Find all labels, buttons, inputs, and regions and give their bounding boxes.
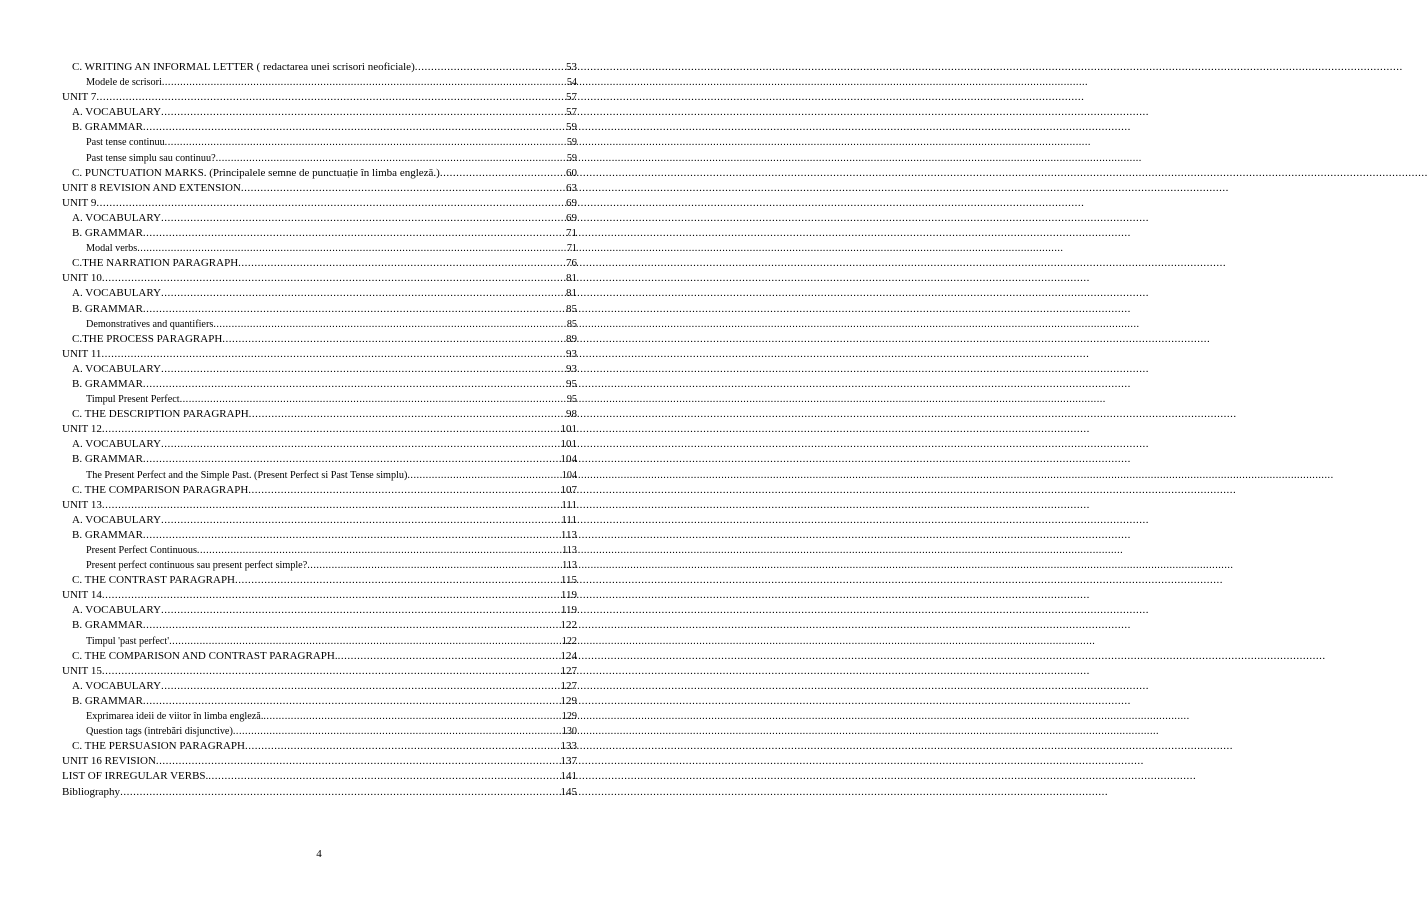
dot-leader (161, 513, 561, 528)
toc-entry (62, 543, 577, 558)
dot-leader (143, 120, 566, 135)
toc-entry-title: Exprimarea ideii de viitor în limba engleză. (86, 711, 264, 723)
dot-leader (120, 785, 560, 800)
dot-leader (102, 498, 561, 513)
toc-entry (62, 452, 577, 467)
toc-entry-title: A. VOCABULARY (72, 211, 162, 224)
toc-entry-title: UNIT 13 (62, 498, 102, 511)
toc-entry-page: 76 (566, 257, 577, 270)
toc-entry-page: 101 (560, 438, 577, 451)
toc-entry-page: 129 (560, 694, 577, 707)
toc-entry (62, 105, 577, 120)
toc-entry-page: 129 (561, 711, 577, 723)
dot-leader (143, 694, 561, 709)
toc-entry-page: 81 (566, 287, 577, 300)
toc-entry-page: 71 (566, 227, 577, 240)
toc-entry-title: B. GRAMMAR (72, 619, 143, 632)
toc-entry (62, 181, 577, 196)
dot-leader (307, 558, 562, 573)
dot-leader (165, 135, 567, 150)
dot-leader (161, 603, 561, 618)
dot-leader (238, 256, 566, 271)
toc-entry-page: 122 (561, 635, 577, 647)
dot-leader (222, 332, 566, 347)
dot-leader (249, 407, 566, 422)
toc-entry-page: 141 (560, 770, 577, 783)
dot-leader (101, 347, 566, 362)
toc-entry-page: 133 (560, 740, 577, 753)
toc-entry-page: 113 (562, 560, 577, 572)
toc-entry-title: Demonstratives and quantifiers (86, 318, 214, 330)
toc-entry-title: UNIT 8 REVISION AND EXTENSION (62, 181, 241, 194)
toc-entry (62, 634, 577, 649)
toc-entry-page: 95 (566, 394, 577, 406)
toc-entry (62, 166, 577, 181)
toc-entry (62, 60, 577, 75)
toc-entry-title: B. GRAMMAR (72, 227, 143, 240)
toc-entry-title: UNIT 12 (62, 423, 102, 436)
toc-entry (62, 317, 577, 332)
toc-entry (62, 513, 577, 528)
toc-entry (62, 332, 577, 347)
dot-leader (213, 317, 567, 332)
toc-entry-title: Past tense continuu (86, 137, 165, 149)
dot-leader (137, 241, 567, 256)
toc-entry (62, 558, 577, 573)
toc-entry-page: 59 (566, 121, 577, 134)
dot-leader (102, 664, 561, 679)
toc-entry-title: A. VOCABULARY (72, 513, 162, 526)
toc-entry-page: 111 (561, 498, 577, 511)
toc-entry-page: 104 (560, 453, 577, 466)
toc-entry-title: LIST OF IRREGULAR VERBS. (62, 770, 209, 783)
toc-entry-title: Timpul 'past perfect' (86, 635, 170, 647)
toc-entry-page: 104 (561, 469, 577, 481)
toc-entry (62, 498, 577, 513)
toc-entry-page: 59 (566, 152, 577, 164)
toc-entry (62, 347, 577, 362)
toc-entry-page: 57 (566, 91, 577, 104)
dot-leader (143, 302, 566, 317)
toc-entry-title: C.THE NARRATION PARAGRAPH (72, 257, 239, 270)
toc-entry-page: 130 (561, 726, 577, 738)
dot-leader (161, 286, 566, 301)
dot-leader (407, 468, 561, 483)
dot-leader (102, 422, 561, 437)
page-number: 4 (316, 848, 322, 860)
toc-entry-title: C. THE COMPARISON AND CONTRAST PARAGRAPH. (72, 649, 338, 662)
dot-leader (143, 377, 566, 392)
toc-entry-title: Timpul Present Perfect (86, 394, 180, 406)
toc-entry-title: UNIT 11 (62, 347, 102, 360)
toc-entry-title: C. THE DESCRIPTION PARAGRAPH (72, 408, 249, 421)
dot-leader (235, 573, 561, 588)
toc-entry-title: UNIT 10 (62, 272, 102, 285)
toc-entry-page: 145 (560, 785, 577, 798)
toc-entry-title: Question tags (intrebări disjunctive) (86, 726, 233, 738)
toc-entry-title: Modal verbs (86, 243, 138, 255)
toc-entry (62, 437, 577, 452)
toc-entry-page: 63 (566, 181, 577, 194)
toc-entry-title: UNIT 9 (62, 196, 97, 209)
toc-entry-page: 81 (566, 272, 577, 285)
toc-entry (62, 120, 577, 135)
toc-entry (62, 135, 577, 150)
toc-entry-page: 107 (560, 483, 577, 496)
dot-leader (208, 769, 560, 784)
toc-entry-page: 113 (560, 528, 577, 541)
dot-leader (161, 105, 566, 120)
toc-entry (62, 709, 577, 724)
dot-leader (161, 362, 566, 377)
dot-leader (241, 181, 566, 196)
dot-leader (143, 226, 566, 241)
toc-entry-page: 93 (566, 362, 577, 375)
toc-entry-page: 98 (566, 408, 577, 421)
toc-entry-title: Present perfect continuous sau present perfect simple? (86, 560, 308, 572)
toc-entry-title: UNIT 7 (62, 91, 97, 104)
toc-entry-page: 85 (566, 318, 577, 330)
toc-entry-page: 115 (560, 574, 577, 587)
toc-entry (62, 362, 577, 377)
toc-entry-page: 53 (566, 61, 577, 73)
dot-leader (143, 528, 561, 543)
toc-entry-title: A. VOCABULARY (72, 362, 162, 375)
toc-entry-title: C. THE PERSUASION PARAGRAPH (72, 740, 245, 753)
toc-entry-title: UNIT 16 REVISION (62, 755, 156, 768)
toc-entry (62, 211, 577, 226)
toc-entry-page: 101 (560, 423, 577, 436)
dot-leader (156, 754, 561, 769)
toc-entry (62, 241, 577, 256)
toc-entry-page: 69 (566, 211, 577, 224)
toc-entry-page: 119 (560, 589, 577, 602)
table-of-contents (62, 60, 577, 800)
toc-entry (62, 739, 577, 754)
toc-entry-title: B. GRAMMAR (72, 694, 143, 707)
toc-entry-page: 60 (566, 166, 577, 179)
toc-entry (62, 785, 577, 800)
toc-entry-page: 93 (566, 347, 577, 360)
toc-entry-page: 127 (560, 679, 577, 692)
toc-entry-title: A. VOCABULARY (72, 438, 162, 451)
toc-entry-title: B. GRAMMAR (72, 121, 143, 134)
toc-entry-title: B. GRAMMAR (72, 377, 143, 390)
toc-entry-title: B. GRAMMAR (72, 453, 143, 466)
dot-leader (263, 709, 561, 724)
toc-entry-title: A. VOCABULARY (72, 604, 162, 617)
dot-leader (180, 392, 567, 407)
toc-entry (62, 302, 577, 317)
toc-entry (62, 468, 577, 483)
toc-entry-title: B. GRAMMAR (72, 302, 143, 315)
toc-entry-title: Bibliography (62, 785, 121, 798)
dot-leader (216, 151, 567, 166)
toc-entry-title: A. VOCABULARY (72, 287, 162, 300)
toc-entry-page: 124 (560, 649, 577, 662)
toc-entry (62, 407, 577, 422)
toc-entry (62, 196, 577, 211)
toc-entry (62, 528, 577, 543)
toc-entry-title: A. VOCABULARY (72, 679, 162, 692)
toc-entry-page: 137 (560, 755, 577, 768)
toc-entry-page: 69 (566, 196, 577, 209)
dot-leader (161, 679, 560, 694)
toc-entry (62, 618, 577, 633)
toc-entry (62, 724, 577, 739)
dot-leader (143, 452, 561, 467)
toc-entry (62, 664, 577, 679)
toc-entry-page: 111 (561, 513, 577, 526)
dot-leader (102, 271, 566, 286)
toc-entry (62, 226, 577, 241)
dot-leader (245, 739, 561, 754)
dot-leader (161, 211, 566, 226)
dot-leader (96, 90, 566, 105)
toc-entry-page: 54 (566, 77, 577, 89)
toc-entry-title: C. PUNCTUATION MARKS. (Principalele semne de punctuație în limba engleză.) (72, 166, 440, 179)
toc-entry (62, 286, 577, 301)
dot-leader (440, 166, 566, 181)
toc-entry-page: 113 (562, 545, 577, 556)
toc-entry (62, 271, 577, 286)
toc-entry-page: 95 (566, 377, 577, 390)
toc-entry-page: 71 (566, 243, 577, 255)
toc-entry-title: UNIT 14 (62, 589, 102, 602)
dot-leader (162, 75, 567, 90)
toc-entry (62, 422, 577, 437)
toc-entry (62, 603, 577, 618)
dot-leader (143, 618, 561, 633)
toc-entry (62, 769, 577, 784)
toc-entry (62, 377, 577, 392)
toc-entry-title: Present Perfect Continuous (86, 545, 197, 556)
dot-leader (102, 588, 561, 603)
toc-entry (62, 392, 577, 407)
toc-entry (62, 151, 577, 166)
toc-entry-title: Past tense simplu sau continuu? (86, 152, 216, 164)
toc-entry-title: The Present Perfect and the Simple Past. (Present Perfect si Past Tense simplu) (86, 469, 408, 481)
dot-leader (338, 649, 561, 664)
toc-entry (62, 679, 577, 694)
toc-entry-title: C.THE PROCESS PARAGRAPH (72, 332, 223, 345)
toc-entry-title: C. WRITING AN INFORMAL LETTER ( redactarea unei scrisori neoficiale) (72, 61, 415, 73)
toc-entry-title: Modele de scrisori (86, 77, 162, 89)
toc-entry-page: 127 (560, 664, 577, 677)
toc-entry-page: 122 (560, 619, 577, 632)
toc-entry-page: 85 (566, 302, 577, 315)
toc-entry (62, 573, 577, 588)
toc-entry-title: C. THE CONTRAST PARAGRAPH (72, 574, 236, 587)
dot-leader (197, 543, 562, 558)
toc-entry-title: A. VOCABULARY (72, 106, 162, 119)
dot-leader (233, 724, 562, 739)
toc-entry-page: 89 (566, 332, 577, 345)
toc-entry (62, 90, 577, 105)
toc-entry-title: C. THE COMPARISON PARAGRAPH (72, 483, 249, 496)
toc-entry (62, 694, 577, 709)
toc-entry (62, 75, 577, 90)
toc-entry-title: UNIT 15 (62, 664, 102, 677)
dot-leader (248, 483, 560, 498)
toc-entry (62, 649, 577, 664)
toc-entry (62, 754, 577, 769)
dot-leader (161, 437, 560, 452)
dot-leader (96, 196, 566, 211)
toc-entry-page: 119 (560, 604, 577, 617)
toc-entry (62, 483, 577, 498)
toc-entry-title: B. GRAMMAR (72, 528, 143, 541)
toc-entry (62, 588, 577, 603)
toc-entry (62, 256, 577, 271)
toc-entry-page: 57 (566, 106, 577, 119)
toc-entry-page: 59 (566, 137, 577, 149)
dot-leader (169, 634, 562, 649)
dot-leader (415, 60, 566, 75)
